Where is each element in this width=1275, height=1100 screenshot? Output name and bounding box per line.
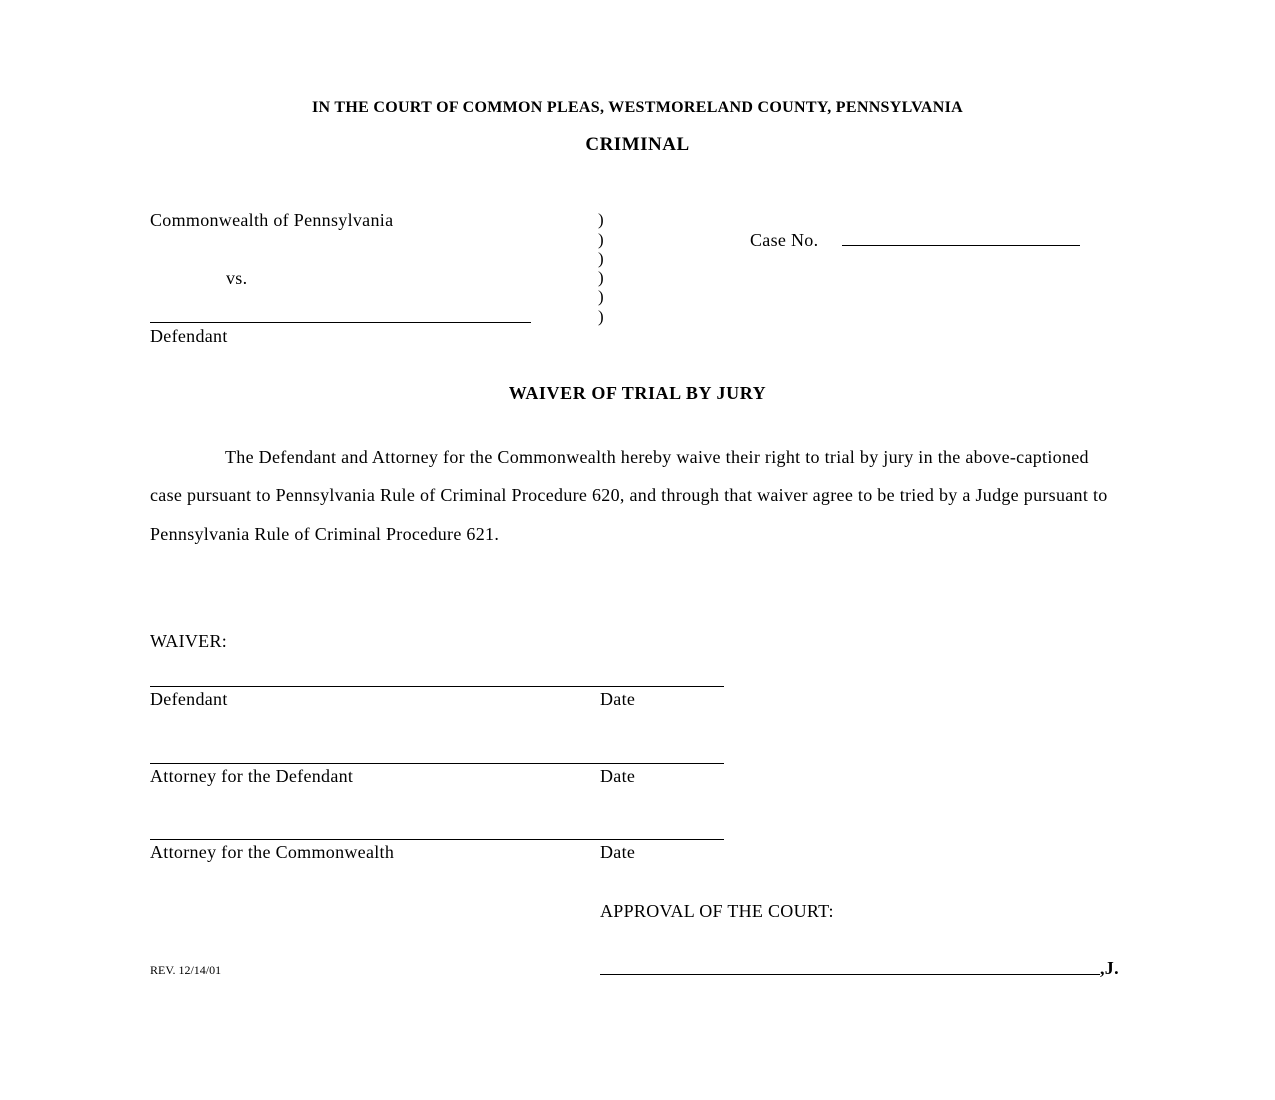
caption-paren: ) — [598, 268, 604, 287]
case-no-line[interactable] — [842, 245, 1080, 246]
court-heading: IN THE COURT OF COMMON PLEAS, WESTMORELAND COUNTY, PENNSYLVANIA — [311, 99, 964, 116]
commonwealth-attorney-signature-line[interactable] — [150, 839, 724, 840]
document-title: WAIVER OF TRIAL BY JURY — [508, 383, 767, 403]
commonwealth-attorney-signature-label: Attorney for the Commonwealth — [150, 842, 395, 862]
approval-heading: APPROVAL OF THE COURT: — [600, 901, 834, 921]
waiver-paragraph: The Defendant and Attorney for the Commonwealth hereby waive their right to trial by jury in the above-captioned case pursuant to Pennsylvania Rule of Criminal Procedure 620, and through that waiver agree to be tried by a Judge pursuant to Pennsylvania Rule of Criminal Procedure 621. — [150, 447, 1108, 544]
caption-paren: ) — [598, 307, 604, 326]
defendant-signature-line[interactable] — [150, 686, 724, 687]
caption-paren: ) — [598, 287, 604, 306]
defense-attorney-signature-label: Attorney for the Defendant — [150, 766, 354, 786]
defendant-name-line[interactable] — [150, 322, 531, 323]
judge-signature-line[interactable] — [600, 974, 1100, 975]
judge-suffix: ,J. — [1100, 958, 1119, 978]
defendant-date-label: Date — [600, 689, 636, 709]
case-no-label: Case No. — [750, 230, 819, 250]
commonwealth-attorney-date-label: Date — [600, 842, 636, 862]
defense-attorney-signature-line[interactable] — [150, 763, 724, 764]
versus-label: vs. — [226, 268, 248, 288]
caption-paren: ) — [598, 230, 604, 249]
division-heading: CRIMINAL — [585, 134, 690, 155]
revision-label: REV. 12/14/01 — [150, 963, 222, 977]
defendant-signature-label: Defendant — [150, 689, 228, 709]
plaintiff-name: Commonwealth of Pennsylvania — [150, 210, 394, 230]
defendant-caption-label: Defendant — [150, 326, 228, 346]
defense-attorney-date-label: Date — [600, 766, 636, 786]
caption-paren: ) — [598, 249, 604, 268]
waiver-heading: WAIVER: — [150, 631, 228, 651]
caption-paren: ) — [598, 210, 604, 229]
